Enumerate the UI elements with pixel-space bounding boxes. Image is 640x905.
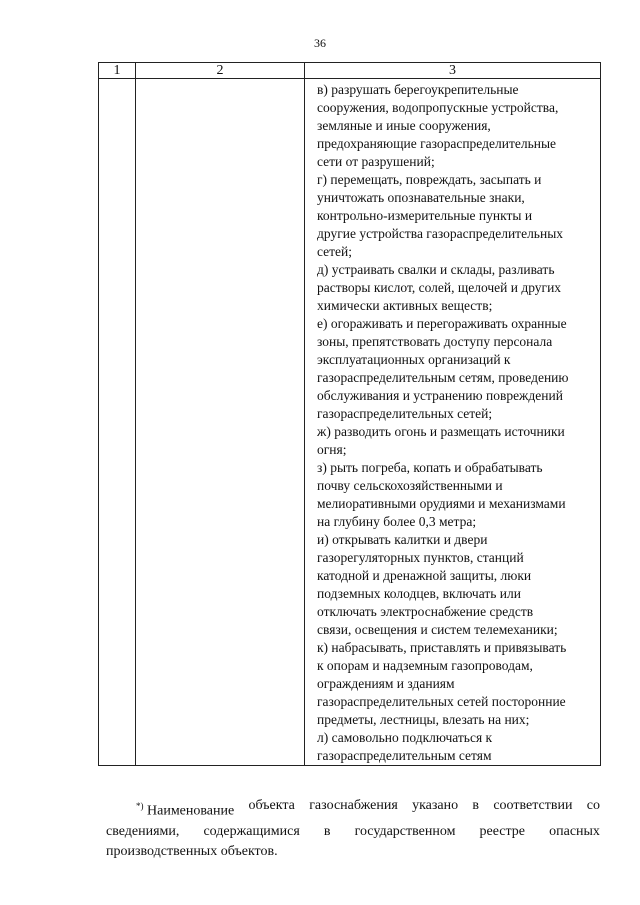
column-header-1: 1 <box>99 63 136 79</box>
table-header-row <box>99 63 601 79</box>
text-line: л) самовольно подключаться к <box>317 730 493 745</box>
footnote-word: реестре <box>479 823 526 839</box>
text-line: земляные и иные сооружения, <box>317 118 491 133</box>
requirements-table <box>98 62 601 766</box>
text-line: д) устраивать свалки и склады, разливать <box>317 262 555 277</box>
text-line: газораспределительных сетей; <box>317 406 493 421</box>
page-number: 36 <box>314 36 326 50</box>
footnote-word: в <box>323 823 331 839</box>
table-cell-col1 <box>99 79 136 766</box>
table-row <box>99 79 601 766</box>
footnote-word: опасных <box>549 823 600 839</box>
column-header-3: 3 <box>305 63 601 79</box>
footnote-word: указано <box>412 798 459 813</box>
text-line: катодной и дренажной защиты, люки <box>317 568 532 583</box>
footnote-first-word <box>136 796 234 822</box>
footnote-word: государственном <box>354 823 456 839</box>
text-line: мелиоративными орудиями и механизмами <box>317 496 566 511</box>
table-cell-col3 <box>305 79 601 766</box>
text-line: з) рыть погреба, копать и обрабатывать <box>317 460 543 475</box>
column-header-2: 2 <box>136 63 305 79</box>
footnote-word: Наименование <box>147 803 235 819</box>
footnote-word: газоснабжения <box>309 798 398 813</box>
footnote-marker: *) <box>136 801 144 811</box>
footnote-word: со <box>586 798 600 813</box>
text-line: огня; <box>317 442 347 457</box>
text-line: е) огораживать и перегораживать охранные <box>317 316 567 331</box>
text-line: в) разрушать берегоукрепительные <box>317 82 519 97</box>
text-line: ж) разводить огонь и размещать источники <box>317 424 565 439</box>
text-line: газораспределительным сетям <box>317 748 492 763</box>
table-cell-col2 <box>136 79 305 766</box>
text-line: и) открывать калитки и двери <box>317 532 488 547</box>
text-line: на глубину более 0,3 метра; <box>317 514 477 529</box>
text-line: ограждениям и зданиям <box>317 676 455 691</box>
footnote-word: объекта <box>248 798 295 813</box>
text-line: связи, освещения и систем телемеханики; <box>317 622 558 637</box>
text-line: химически активных веществ; <box>317 298 493 313</box>
text-line: эксплуатационных организаций к <box>317 352 511 367</box>
footnote-word: содержащимися <box>203 823 300 839</box>
footnote-line-1 <box>106 796 600 822</box>
footnote-word: соответствии <box>493 798 573 813</box>
footnote-line-2 <box>106 822 600 842</box>
footnote-word: в <box>472 798 480 813</box>
text-line: газорегуляторных пунктов, станций <box>317 550 524 565</box>
footnote-line-3 <box>106 842 600 862</box>
text-line: к опорам и надземным газопроводам, <box>317 658 533 673</box>
text-line: предметы, лестницы, влезать на них; <box>317 712 530 727</box>
text-line: отключать электроснабжение средств <box>317 604 534 619</box>
text-line: другие устройства газораспределительных <box>317 226 564 241</box>
text-line: газораспределительным сетям, проведению <box>317 370 569 385</box>
text-line: уничтожать опознавательные знаки, <box>317 190 525 205</box>
footnote-word: сведениями, <box>106 823 180 839</box>
text-line: сети от разрушений; <box>317 154 435 169</box>
footnote-text: производственных объектов. <box>106 843 278 859</box>
text-line: почву сельскохозяйственными и <box>317 478 503 493</box>
text-line: сооружения, водопропускные устройства, <box>317 100 559 115</box>
text-line: обслуживания и устранению повреждений <box>317 388 563 403</box>
text-line: контрольно-измерительные пункты и <box>317 208 533 223</box>
text-line: сетей; <box>317 244 353 259</box>
text-line: растворы кислот, солей, щелочей и других <box>317 280 562 295</box>
text-line: газораспределительных сетей посторонние <box>317 694 566 709</box>
text-line: предохраняющие газораспределительные <box>317 136 557 151</box>
text-line: к) набрасывать, приставлять и привязывать <box>317 640 567 655</box>
footnote <box>106 796 600 862</box>
prohibitions-list <box>305 79 600 765</box>
text-line: подземных колодцев, включать или <box>317 586 521 601</box>
text-line: г) перемещать, повреждать, засыпать и <box>317 172 542 187</box>
text-line: зоны, препятствовать доступу персонала <box>317 334 553 349</box>
